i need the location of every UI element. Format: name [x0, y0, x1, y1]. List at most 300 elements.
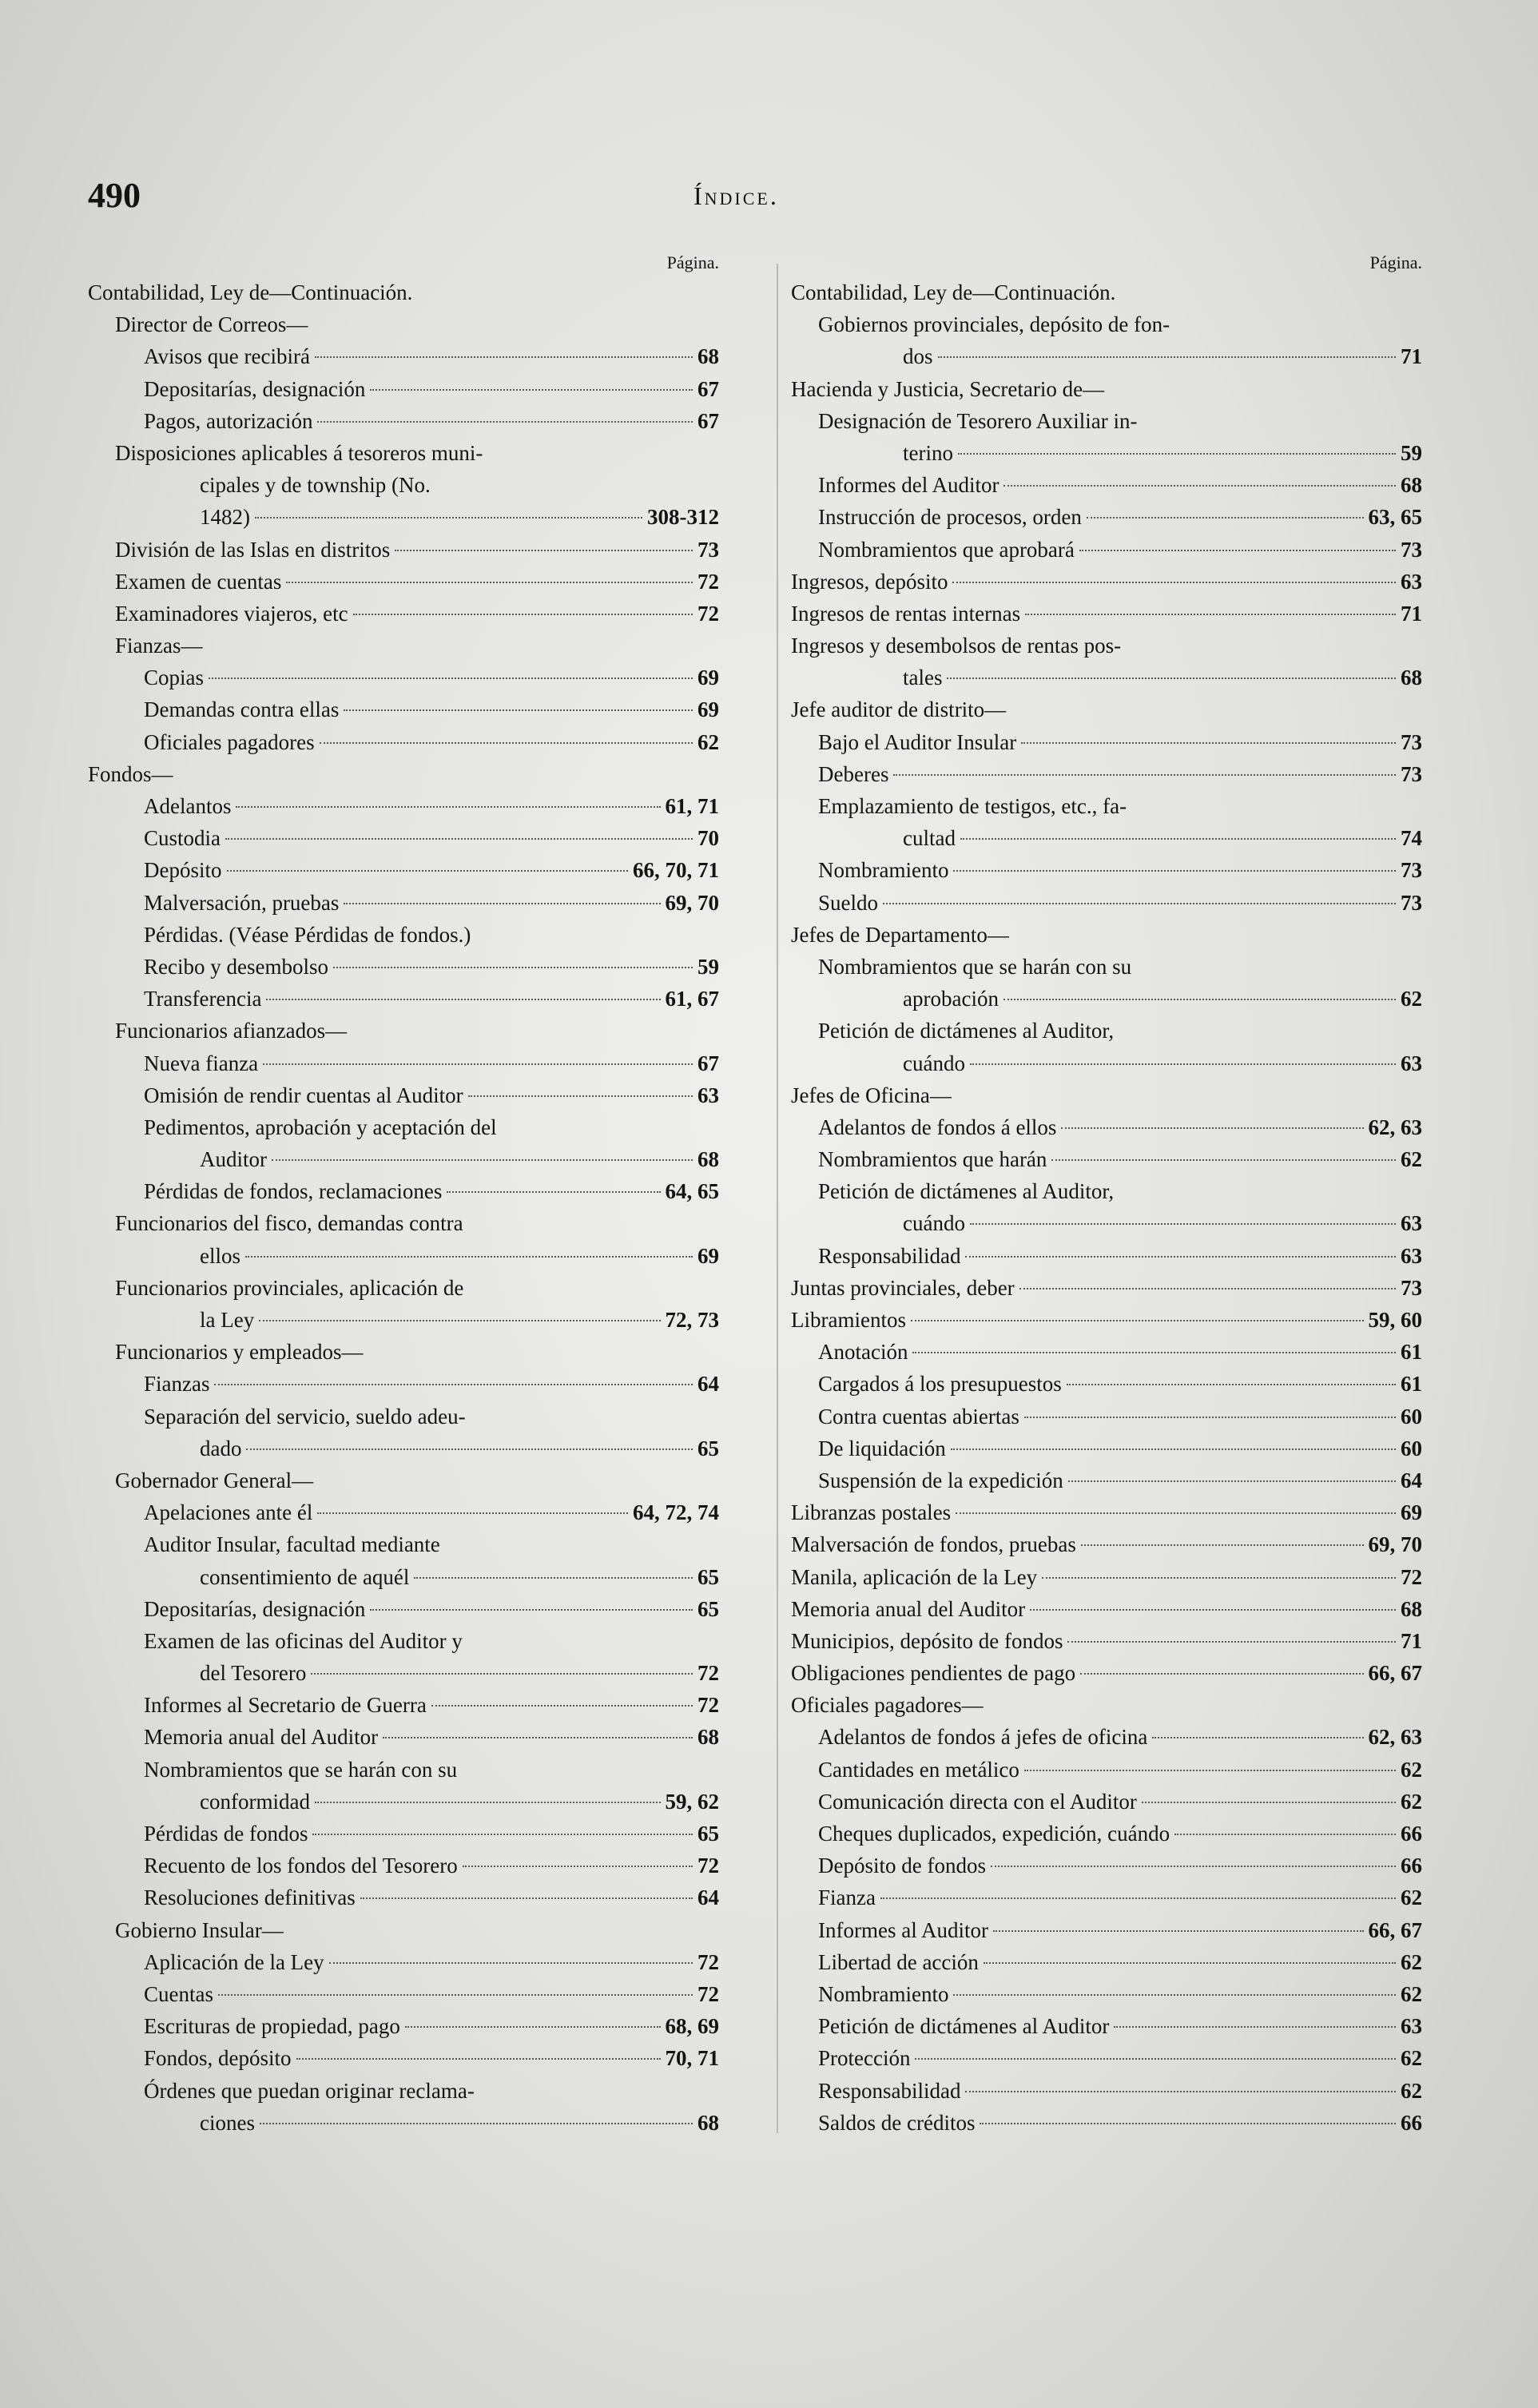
entry-text: Fondos, depósito [144, 2046, 292, 2071]
column-divider [777, 264, 778, 2133]
dot-leader [991, 1866, 1396, 1867]
index-entry [88, 790, 719, 822]
index-entry [88, 630, 719, 662]
entry-text: aprobación [903, 987, 999, 1011]
dot-leader [1042, 1577, 1396, 1579]
dot-leader [259, 1320, 660, 1321]
dot-leader [984, 1962, 1396, 1964]
entry-text: Bajo el Auditor Insular [818, 729, 1017, 754]
index-entry [88, 1304, 719, 1336]
index-entry [88, 1625, 719, 1657]
index-entry [88, 951, 719, 983]
dot-leader [1025, 614, 1396, 615]
entry-text: Gobierno Insular— [115, 1917, 284, 1942]
entry-text: Malversación, pruebas [144, 890, 340, 915]
dot-leader [317, 421, 693, 423]
page-reference: 72 [697, 569, 719, 594]
entry-text: tales [903, 666, 943, 690]
page-reference: 70 [697, 826, 719, 851]
index-entry [791, 1111, 1422, 1143]
dot-leader [1024, 1770, 1396, 1771]
dot-leader [312, 1834, 693, 1835]
index-entry [88, 822, 719, 854]
index-entry [791, 1047, 1422, 1079]
index-entry [791, 726, 1422, 758]
dot-leader [1080, 1673, 1363, 1675]
entry-text: Custodia [144, 826, 221, 851]
dot-leader [463, 1866, 693, 1867]
page-reference: 66, 70, 71 [633, 858, 719, 883]
page-reference: 73 [1401, 729, 1422, 754]
index-entry [88, 1528, 719, 1560]
dot-leader [1003, 999, 1396, 1000]
dot-leader [1081, 1544, 1364, 1546]
entry-text: Emplazamiento de testigos, etc., fa- [818, 794, 1127, 818]
index-entry [88, 1079, 719, 1111]
page-reference: 66, 67 [1368, 1917, 1422, 1942]
index-entry [88, 276, 719, 308]
entry-text: Libertad de acción [818, 1949, 979, 1974]
index-entry [88, 1240, 719, 1272]
entry-text: Nombramiento [818, 858, 949, 883]
page-reference: 67 [697, 376, 719, 401]
index-entry [791, 1721, 1422, 1753]
entry-text: División de las Islas en distritos [115, 537, 391, 562]
entry-text: Gobernador General— [115, 1468, 314, 1492]
dot-leader [952, 582, 1396, 583]
page-reference: 60 [1401, 1436, 1422, 1460]
index-entry [88, 1207, 719, 1239]
page-reference: 59 [697, 954, 719, 979]
dot-leader [286, 582, 693, 583]
index-entry [88, 758, 719, 790]
index-entry [88, 469, 719, 501]
index-entry [88, 2010, 719, 2042]
entry-text: Órdenes que puedan originar reclama- [144, 2078, 475, 2103]
dot-leader [383, 1737, 693, 1738]
entry-text: Adelantos de fondos á ellos [818, 1115, 1057, 1139]
entry-text: ciones [200, 2110, 255, 2135]
index-entry [791, 1432, 1422, 1464]
entry-text: conformidad [200, 1789, 310, 1814]
page-reference: 72 [697, 1693, 719, 1718]
page-reference: 68 [697, 2110, 719, 2135]
index-entry [791, 887, 1422, 919]
dot-leader [911, 1320, 1364, 1321]
entry-text: Cheques duplicados, expedición, cuándo [818, 1822, 1170, 1846]
index-entry [791, 501, 1422, 533]
index-entry [791, 1272, 1422, 1304]
dot-leader [956, 1512, 1396, 1514]
index-entry [88, 1978, 719, 2010]
dot-leader [947, 677, 1396, 679]
dot-leader [344, 903, 660, 904]
dot-leader [370, 389, 693, 391]
index-entry [88, 693, 719, 725]
index-entry [791, 983, 1422, 1015]
dot-leader [970, 1223, 1396, 1225]
dot-leader [266, 999, 660, 1000]
dot-leader [317, 1512, 628, 1514]
entry-text: Nombramientos que harán [818, 1147, 1047, 1172]
page-reference: 71 [1401, 344, 1422, 369]
index-entry [791, 1978, 1422, 2010]
page-reference: 62, 63 [1368, 1115, 1422, 1139]
page-reference: 61 [1401, 1340, 1422, 1365]
entry-text: Deberes [818, 761, 889, 786]
index-entry [88, 308, 719, 340]
dot-leader [951, 1448, 1396, 1450]
page-reference: 74 [1401, 826, 1422, 851]
page-reference: 63 [1401, 1211, 1422, 1236]
entry-text: ellos [200, 1243, 240, 1268]
page-reference: 59 [1401, 440, 1422, 465]
page-reference: 67 [697, 1051, 719, 1075]
entry-text: Gobiernos provinciales, depósito de fon- [818, 312, 1170, 337]
page-reference: 69, 70 [1368, 1532, 1422, 1557]
index-entry [88, 534, 719, 566]
entry-text: Fondos— [88, 761, 173, 786]
entry-text: Adelantos [144, 794, 232, 818]
index-entry [88, 598, 719, 630]
entry-text: Municipios, depósito de fondos [791, 1628, 1063, 1653]
entry-text: Contra cuentas abiertas [818, 1404, 1019, 1429]
index-entry [791, 373, 1422, 405]
index-entry [88, 2042, 719, 2074]
entry-text: 1482) [200, 505, 250, 530]
page-reference: 72 [697, 1949, 719, 1974]
entry-text: Memoria anual del Auditor [791, 1596, 1026, 1621]
index-entry [791, 1786, 1422, 1818]
dot-leader [395, 550, 693, 551]
dot-leader [333, 967, 693, 968]
entry-text: Libramientos [791, 1308, 906, 1332]
entry-text: Jefe auditor de distrito— [791, 697, 1007, 722]
dot-leader [227, 870, 629, 872]
page-reference: 72 [697, 1661, 719, 1686]
page-reference: 71 [1401, 601, 1422, 626]
entry-text: Depositarías, designación [144, 1596, 366, 1621]
entry-text: Informes al Secretario de Guerra [144, 1693, 427, 1718]
page-reference: 65 [697, 1436, 719, 1460]
index-entry [791, 308, 1422, 340]
page-reference: 72 [697, 1981, 719, 2006]
page-reference: 69, 70 [665, 890, 719, 915]
dot-leader [960, 838, 1396, 840]
entry-text: Contabilidad, Ley de—Continuación. [791, 280, 1116, 304]
page-reference: 68, 69 [665, 2014, 719, 2039]
index-entry [791, 469, 1422, 501]
page-reference: 66 [1401, 1822, 1422, 1846]
page-reference: 64 [697, 1372, 719, 1397]
index-entry [88, 1143, 719, 1175]
page-reference: 60 [1401, 1404, 1422, 1429]
dot-leader [938, 356, 1396, 358]
index-entry [88, 919, 719, 951]
index-entry [88, 1336, 719, 1368]
index-column-left [88, 249, 719, 2139]
index-entry [791, 1881, 1422, 1913]
entry-text: Adelantos de fondos á jefes de oficina [818, 1725, 1148, 1750]
entry-text: Saldos de créditos [818, 2110, 976, 2135]
entry-text: Petición de dictámenes al Auditor, [818, 1179, 1115, 1204]
index-entry [88, 1881, 719, 1913]
page-reference: 68 [1401, 666, 1422, 690]
entry-text: Libranzas postales [791, 1500, 952, 1525]
page-reference: 66 [1401, 1854, 1422, 1878]
entry-text: Pedimentos, aprobación y aceptación del [144, 1115, 497, 1139]
entry-text: Nombramientos que se harán con su [818, 954, 1132, 979]
page-reference: 65 [697, 1596, 719, 1621]
page-reference: 62 [1401, 987, 1422, 1011]
index-entry [791, 1175, 1422, 1207]
dot-leader [315, 356, 693, 358]
index-entry [88, 854, 719, 886]
index-entry [88, 2075, 719, 2107]
page-reference: 308-312 [647, 505, 719, 530]
page-reference: 68 [697, 1147, 719, 1172]
pagina-label: Página. [1369, 252, 1422, 272]
page-reference: 62 [697, 729, 719, 754]
dot-leader [912, 1352, 1396, 1353]
page-reference: 73 [1401, 1275, 1422, 1300]
index-entry [791, 2075, 1422, 2107]
index-entry [88, 983, 719, 1015]
entry-text: Auditor [200, 1147, 267, 1172]
entry-text: Funcionarios provinciales, aplicación de [115, 1275, 464, 1300]
entry-text: Designación de Tesorero Auxiliar in- [818, 408, 1138, 433]
entry-text: dos [903, 344, 933, 369]
dot-leader [360, 1897, 693, 1899]
index-entry [791, 1657, 1422, 1689]
dot-leader [1019, 1288, 1396, 1289]
entry-text: Examen de las oficinas del Auditor y [144, 1628, 463, 1653]
entry-text: Fianzas [144, 1372, 210, 1397]
page-reference: 68 [1401, 1596, 1422, 1621]
page-reference: 63, 65 [1368, 505, 1422, 530]
index-entry [791, 1754, 1422, 1786]
entry-text: dado [200, 1436, 242, 1460]
page-reference: 69 [1401, 1500, 1422, 1525]
dot-leader [958, 453, 1396, 455]
dot-leader [1021, 742, 1396, 744]
entry-text: Juntas provinciales, deber [791, 1275, 1015, 1300]
index-entry [88, 1946, 719, 1978]
page-reference: 62 [1401, 1949, 1422, 1974]
index-entry [791, 276, 1422, 308]
dot-leader [209, 677, 693, 679]
entry-text: Separación del servicio, sueldo adeu- [144, 1404, 466, 1429]
dot-leader [431, 1705, 693, 1707]
dot-leader [993, 1930, 1364, 1932]
page-reference: 63 [1401, 569, 1422, 594]
entry-text: la Ley [200, 1308, 255, 1332]
entry-text: Informes al Auditor [818, 1917, 988, 1942]
index-entry [791, 1401, 1422, 1432]
page-reference: 69 [697, 697, 719, 722]
entry-text: Instrucción de procesos, orden [818, 505, 1082, 530]
index-entry [88, 340, 719, 372]
page-reference: 62, 63 [1368, 1725, 1422, 1750]
entry-text: Transferencia [144, 987, 262, 1011]
entry-text: Oficiales pagadores [144, 729, 315, 754]
entry-text: Fianza [818, 1885, 876, 1910]
dot-leader [1087, 517, 1364, 519]
index-entry [791, 1336, 1422, 1368]
entry-text: Cuentas [144, 1981, 213, 2006]
entry-text: Nombramientos que aprobará [818, 537, 1075, 562]
entry-text: Ingresos y desembolsos de rentas pos- [791, 634, 1122, 658]
entry-text: Ingresos, depósito [791, 569, 948, 594]
entry-text: Anotación [818, 1340, 908, 1365]
page-reference: 72 [1401, 1564, 1422, 1589]
index-entry [791, 2042, 1422, 2074]
index-entry [88, 662, 719, 693]
dot-leader [1067, 1384, 1396, 1385]
index-entry [88, 1496, 719, 1528]
dot-leader [1003, 485, 1396, 487]
page-reference: 68 [1401, 473, 1422, 498]
index-entry [791, 1593, 1422, 1625]
index-entry [791, 1689, 1422, 1721]
dot-leader [447, 1191, 660, 1193]
dot-leader [272, 1159, 693, 1161]
index-entry [791, 662, 1422, 693]
entry-text: Disposiciones aplicables á tesoreros muni- [115, 440, 483, 465]
page-title: Índice. [693, 181, 779, 210]
dot-leader [246, 1448, 693, 1450]
page-reference: 64 [1401, 1468, 1422, 1492]
page-reference: 61, 67 [665, 987, 719, 1011]
page-reference: 71 [1401, 1628, 1422, 1653]
page-reference: 59, 62 [665, 1789, 719, 1814]
index-entry [88, 1401, 719, 1432]
page-reference: 69 [697, 666, 719, 690]
dot-leader [1142, 1802, 1396, 1803]
page-reference: 63 [1401, 1051, 1422, 1075]
pagina-label: Página. [666, 252, 719, 272]
index-entry [88, 1015, 719, 1047]
index-entry [88, 1914, 719, 1946]
index-entry [791, 1079, 1422, 1111]
entry-text: Oficiales pagadores— [791, 1693, 984, 1718]
entry-text: Depósito de fondos [818, 1854, 986, 1878]
index-entry [791, 854, 1422, 886]
page-reference: 64, 65 [665, 1179, 719, 1204]
dot-leader [320, 742, 693, 744]
index-entry [88, 1786, 719, 1818]
dot-leader [315, 1802, 661, 1803]
index-entry [791, 1368, 1422, 1400]
index-entry [88, 1850, 719, 1881]
dot-leader [344, 709, 693, 711]
dot-leader [255, 517, 642, 519]
entry-text: Aplicación de la Ley [144, 1949, 324, 1974]
entry-text: Escrituras de propiedad, pago [144, 2014, 400, 2039]
page-reference: 62 [1401, 1789, 1422, 1814]
dot-leader [370, 1609, 693, 1611]
page-reference: 68 [697, 344, 719, 369]
entry-text: Pagos, autorización [144, 408, 313, 433]
page-reference: 65 [697, 1564, 719, 1589]
page-reference: 62 [1401, 1757, 1422, 1782]
index-entry [791, 822, 1422, 854]
entry-text: del Tesorero [200, 1661, 307, 1686]
entry-text: De liquidación [818, 1436, 946, 1460]
dot-leader [980, 2123, 1396, 2124]
index-entry [791, 951, 1422, 983]
page-reference: 72 [697, 1854, 719, 1878]
index-entry [791, 437, 1422, 469]
dot-leader [296, 2058, 661, 2060]
entry-text: Pérdidas de fondos, reclamaciones [144, 1179, 443, 1204]
index-entry [791, 1207, 1422, 1239]
page-reference: 73 [1401, 890, 1422, 915]
entry-text: Recibo y desembolso [144, 954, 328, 979]
dot-leader [353, 614, 693, 615]
page-reference: 64 [697, 1885, 719, 1910]
entry-text: Petición de dictámenes al Auditor, [818, 1019, 1115, 1043]
entry-text: Nombramientos que se harán con su [144, 1757, 458, 1782]
index-entry [88, 501, 719, 533]
index-entry [791, 1625, 1422, 1657]
entry-text: Cargados á los presupuestos [818, 1372, 1062, 1397]
index-entry [791, 630, 1422, 662]
dot-leader [214, 1384, 693, 1385]
dot-leader [414, 1577, 693, 1579]
index-entry [791, 405, 1422, 437]
dot-leader [311, 1673, 693, 1675]
dot-leader [970, 1063, 1396, 1065]
entry-text: Petición de dictámenes al Auditor [818, 2014, 1110, 2039]
entry-text: Obligaciones pendientes de pago [791, 1661, 1076, 1686]
dot-leader [1152, 1737, 1363, 1738]
entry-text: Jefes de Oficina— [791, 1083, 952, 1107]
index-entry [791, 1464, 1422, 1496]
entry-text: Malversación de fondos, pruebas [791, 1532, 1076, 1557]
index-entry [791, 1240, 1422, 1272]
entry-text: Depositarías, designación [144, 376, 366, 401]
index-entry [791, 598, 1422, 630]
entry-text: Informes del Auditor [818, 473, 1000, 498]
entry-text: cultad [903, 826, 956, 851]
index-entry [791, 1914, 1422, 1946]
entry-text: Suspensión de la expedición [818, 1468, 1063, 1492]
entry-text: cuándo [903, 1211, 965, 1236]
index-entry [88, 1593, 719, 1625]
index-entry [88, 726, 719, 758]
dot-leader [1079, 550, 1396, 551]
index-entry [791, 1850, 1422, 1881]
dot-leader [1067, 1641, 1396, 1643]
index-entry [88, 1272, 719, 1304]
page-reference: 64, 72, 74 [633, 1500, 719, 1525]
entry-text: Funcionarios y empleados— [115, 1340, 364, 1365]
page-reference: 66, 67 [1368, 1661, 1422, 1686]
entry-text: Recuento de los fondos del Tesorero [144, 1854, 458, 1878]
entry-text: cuándo [903, 1051, 965, 1075]
page-reference: 62 [1401, 2078, 1422, 2103]
index-entry [791, 534, 1422, 566]
index-entry [88, 1754, 719, 1786]
dot-leader [953, 870, 1396, 872]
dot-leader [880, 1897, 1396, 1899]
entry-text: Depósito [144, 858, 222, 883]
index-entry [88, 1047, 719, 1079]
index-entry [791, 1015, 1422, 1047]
dot-leader [236, 806, 660, 808]
page-reference: 63 [1401, 1243, 1422, 1268]
